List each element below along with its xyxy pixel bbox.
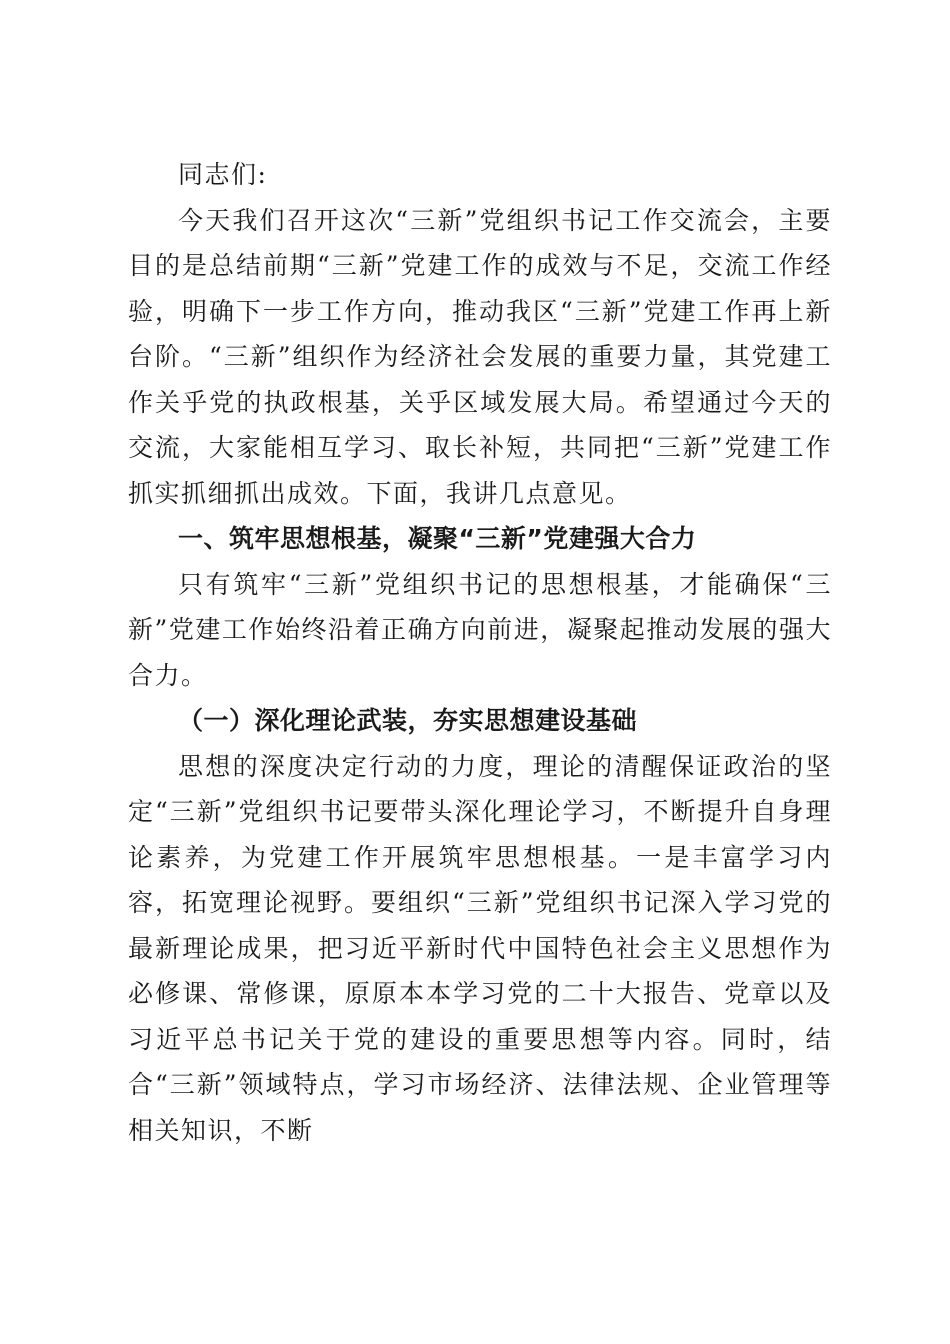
section-paragraph-1: 只有筑牢“三新”党组织书记的思想根基，才能确保“三新”党建工作始终沿着正确方向前进，凝聚起推动发展的强大合力。 — [128, 569, 832, 690]
document-body — [128, 152, 832, 1153]
subsection-paragraph-1: 思想的深度决定行动的力度，理论的清醒保证政治的坚定“三新”党组织书记要带头深化理论学习，不断提升自身理论素养，为党建工作开展筑牢思想根基。一是丰富学习内容，拓宽理论视野。要组织“三新”党组织书记深入学习党的最新理论成果，把习近平新时代中国特色社会主义思想作为必修课、常修课，原原本本学习党的二十大报告、党章以及习近平总书记关于党的建设的重要思想等内容。同时，结合“三新”领域特点，学习市场经济、法律法规、企业管理等相关知识，不断 — [128, 751, 832, 1145]
section-heading-1: 一、筑牢思想根基，凝聚“三新”党建强大合力 — [178, 524, 697, 553]
intro-paragraph: 今天我们召开这次“三新”党组织书记工作交流会，主要目的是总结前期“三新”党建工作的成效与不足，交流工作经验，明确下一步工作方向，推动我区“三新”党建工作再上新台阶。“三新”组织作为经济社会发展的重要力量，其党建工作关乎党的执政根基，关乎区域发展大局。希望通过今天的交流，大家能相互学习、取长补短，共同把“三新”党建工作抓实抓细抓出成效。下面，我讲几点意见。 — [128, 205, 832, 508]
greeting: 同志们: — [178, 160, 268, 189]
subsection-heading-1: （一）深化理论武装，夯实思想建设基础 — [178, 706, 638, 735]
